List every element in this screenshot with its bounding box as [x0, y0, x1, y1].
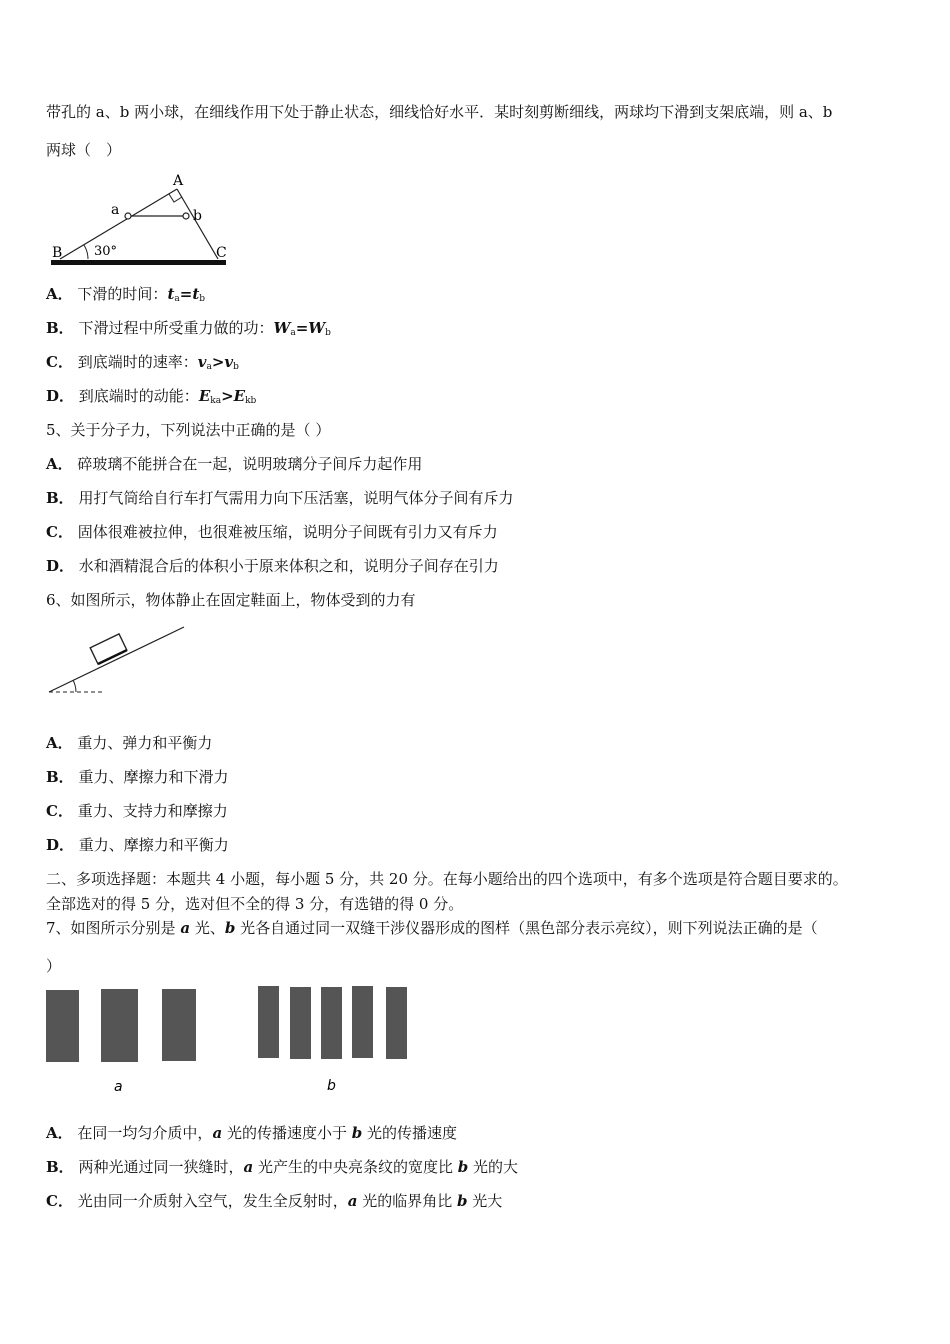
fringe-b-5: [386, 987, 407, 1059]
q6-option-d[interactable]: D． 重力、摩擦力和平衡力: [46, 836, 229, 854]
section-2-header-line2: 全部选对的得 5 分，选对但不全的得 3 分，有选错的得 0 分。: [46, 895, 464, 913]
fringe-pattern-a: [46, 989, 196, 1062]
q7-option-b[interactable]: B． 两种光通过同一狭缝时，a 光产生的中央亮条纹的宽度比 b 光的大: [46, 1158, 519, 1176]
question-7-stem-line2: ）: [46, 957, 62, 975]
fringe-pattern-b: [258, 986, 407, 1059]
figure-interference-fringes: [44, 984, 414, 1099]
q6-option-b[interactable]: B． 重力、摩擦力和下滑力: [46, 768, 229, 786]
fringe-a-3: [162, 989, 196, 1061]
q5-option-a[interactable]: A． 碎玻璃不能拼合在一起，说明玻璃分子间斥力起作用: [46, 455, 423, 473]
fringe-b-2: [290, 987, 311, 1059]
ball-b: [183, 213, 189, 219]
q4-option-d[interactable]: D． 到底端时的动能：$E_{ka}>E_{kb}$: [46, 387, 257, 406]
question-4-stem-line1: 带孔的 a、b 两小球，在细线作用下处于静止状态，细线恰好水平．某时刻剪断细线，两球均下滑到支架底端，则 a、b: [46, 103, 833, 121]
ball-a: [125, 213, 131, 219]
label-b: b: [193, 208, 202, 224]
q7-option-c[interactable]: C． 光由同一介质射入空气，发生全反射时，a 光的临界角比 b 光大: [46, 1192, 503, 1210]
label-angle: 30°: [94, 244, 118, 259]
fringe-a-2: [101, 989, 138, 1062]
q6-option-c[interactable]: C． 重力、支持力和摩擦力: [46, 802, 228, 820]
q5-option-d[interactable]: D． 水和酒精混合后的体积小于原来体积之和，说明分子间存在引力: [46, 557, 499, 575]
q4-option-a[interactable]: A． 下滑的时间：$t_a=t_b$: [46, 285, 206, 304]
fringe-label-b: b: [327, 1078, 336, 1094]
figure-triangle-incline: [46, 168, 236, 268]
fringe-label-a: a: [114, 1079, 123, 1095]
fringe-a-1: [46, 990, 79, 1062]
ground-base: [51, 260, 226, 265]
label-A: A: [173, 173, 184, 189]
label-B: B: [52, 245, 63, 261]
label-a: a: [111, 202, 120, 218]
side-ac: [177, 189, 218, 259]
label-C: C: [216, 245, 227, 261]
section-2-header-line1: 二、多项选择题：本题共 4 小题，每小题 5 分，共 20 分。在每小题给出的四个选项中，有多个选项是符合题目要求的。: [46, 870, 848, 888]
q5-option-c[interactable]: C． 固体很难被拉伸，也很难被压缩，说明分子间既有引力又有斥力: [46, 523, 498, 541]
q4-option-b[interactable]: B． 下滑过程中所受重力做的功：$W_a=W_b$: [46, 319, 331, 338]
side-ba: [60, 189, 177, 259]
q4-option-c[interactable]: C． 到底端时的速率：$v_a>v_b$: [46, 353, 239, 372]
q7-option-a[interactable]: A． 在同一均匀介质中，a 光的传播速度小于 b 光的传播速度: [46, 1124, 457, 1142]
angle-arc: [84, 245, 88, 259]
fringe-b-1: [258, 986, 279, 1058]
figure-incline-block: [46, 622, 191, 697]
question-7-stem-line1: 7、如图所示分别是 a 光、b 光各自通过同一双缝干涉仪器形成的图样（黑色部分表示亮纹），则下列说法正确的是（: [46, 919, 818, 937]
q5-option-b[interactable]: B． 用打气筒给自行车打气需用力向下压活塞，说明气体分子间有斥力: [46, 489, 514, 507]
q6-option-a[interactable]: A． 重力、弹力和平衡力: [46, 734, 213, 752]
incline-angle-arc: [73, 680, 76, 692]
question-5-stem: 5、关于分子力，下列说法中正确的是（ ）: [46, 421, 331, 439]
question-6-stem: 6、如图所示，物体静止在固定鞋面上，物体受到的力有: [46, 591, 416, 609]
fringe-b-4: [352, 986, 373, 1058]
question-4-stem-line2: 两球（ ）: [46, 141, 122, 159]
fringe-b-3: [321, 987, 342, 1059]
